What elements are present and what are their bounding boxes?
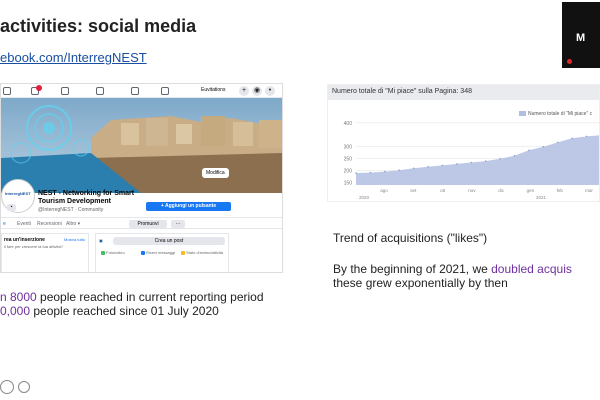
x-tick-label: set: [410, 188, 417, 193]
data-point: [370, 172, 372, 174]
messenger-icon[interactable]: ◉: [253, 87, 261, 94]
tab-events[interactable]: Eventi: [17, 221, 31, 227]
reach-text-2: people reached since 01 July 2020: [30, 304, 219, 318]
data-point: [456, 163, 458, 165]
data-point: [427, 166, 429, 168]
accessibility-icon[interactable]: [0, 380, 14, 394]
y-tick-label: 300: [343, 144, 352, 151]
get-messages-option[interactable]: [141, 250, 175, 255]
page-thumb-icon: ▣: [99, 238, 103, 243]
facebook-page-link[interactable]: ebook.com/InterregNEST: [0, 50, 147, 65]
marketplace-icon: [96, 87, 104, 95]
fb-user-name[interactable]: Euvitations: [201, 87, 226, 93]
x-tick-label: ott: [440, 188, 446, 193]
data-point: [528, 150, 530, 152]
legend-label: Numero totale di "Mi piace" c: [528, 111, 593, 117]
x-year-label: 2021: [535, 195, 547, 200]
x-tick-label: gen: [526, 188, 535, 193]
x-tick-label: nov: [468, 188, 476, 193]
reach-text-1: people reached in current reporting period: [36, 290, 264, 304]
likes-chart: [327, 84, 600, 202]
y-tick-label: 400: [343, 120, 352, 127]
x-tick-label: dic: [498, 188, 505, 193]
chart-header: [328, 85, 600, 100]
growth-line2: these grew exponentially by then: [333, 276, 508, 290]
data-point: [413, 167, 415, 169]
likes-chart-plot: [328, 100, 600, 202]
y-tick-label: 200: [343, 168, 352, 175]
mic-muted-icon: [567, 59, 572, 64]
fb-cover-photo: [1, 98, 283, 193]
edit-cover-button[interactable]: Modifica: [202, 168, 229, 178]
get-messages-label: Ricevi messaggi: [146, 250, 176, 255]
presenter-initial: M: [576, 32, 586, 44]
page-handle: @InterregNEST · Community: [38, 207, 104, 213]
x-tick-label: feb: [556, 188, 563, 193]
create-post-card: [95, 233, 229, 273]
feeling-activity-label: Stato d'animo/attività: [186, 250, 224, 255]
data-point: [384, 171, 386, 173]
reach-value-2: 0,000: [0, 304, 31, 318]
growth-prefix: By the beginning of 2021, we: [333, 262, 492, 276]
data-point: [398, 169, 400, 171]
data-point: [470, 162, 472, 164]
reach-summary: [0, 290, 264, 318]
user-icon[interactable]: [18, 381, 30, 393]
create-icon[interactable]: +: [239, 86, 249, 96]
add-button-button[interactable]: + Aggiungi un pulsante: [146, 202, 231, 211]
data-point: [499, 158, 501, 160]
avatar-logo-text: InterregNEST: [5, 191, 31, 196]
facebook-page-screenshot: [0, 83, 283, 273]
fb-top-bar: [1, 84, 283, 98]
tab-reviews[interactable]: Recensioni: [37, 221, 62, 227]
groups-icon: [131, 87, 139, 95]
home-icon: [3, 87, 11, 95]
trend-caption: Trend of acquisitions ("likes"): [333, 231, 488, 245]
data-point: [557, 142, 559, 144]
growth-highlight: doubled acquis: [491, 262, 572, 276]
y-tick-label: 150: [343, 180, 352, 187]
promote-button[interactable]: Promuovi: [129, 220, 167, 228]
reach-value-1: n 8000: [0, 290, 37, 304]
create-post-button[interactable]: Crea un post: [113, 237, 225, 245]
more-options-button[interactable]: ···: [171, 220, 185, 228]
cover-image: [1, 98, 283, 193]
photo-video-label: Foto/video: [106, 250, 125, 255]
chart-title: Numero totale di "Mi piace" sulla Pagina: 348: [332, 88, 472, 95]
page-name: NEST - Networking for Smart Tourism Development: [38, 190, 135, 205]
gaming-icon: [161, 87, 169, 95]
growth-summary: [333, 262, 572, 290]
tab-home[interactable]: e: [3, 221, 6, 227]
create-ad-card: [1, 233, 89, 273]
bell-icon[interactable]: •: [265, 86, 275, 96]
x-tick-label: mar: [585, 188, 593, 193]
likes-area-series: [356, 135, 600, 185]
slide-title: activities: social media: [0, 16, 197, 36]
create-ad-subtitle: li fare per crescere la tua attività?: [4, 244, 63, 249]
data-point: [485, 160, 487, 162]
watch-icon: [61, 87, 69, 95]
show-all-link[interactable]: Mostra tutto: [64, 237, 86, 242]
notification-badge: [36, 85, 42, 91]
camera-icon[interactable]: ▪: [7, 204, 16, 211]
fb-page-tabs: [1, 217, 283, 229]
feeling-activity-option[interactable]: [181, 250, 223, 255]
create-ad-title: rea un'inserzione: [4, 237, 45, 243]
data-point: [543, 146, 545, 148]
data-point: [514, 155, 516, 157]
y-tick-label: 250: [343, 156, 352, 163]
x-tick-label: ago: [380, 188, 388, 193]
data-point: [586, 136, 588, 138]
presenter-camera-tile: [562, 2, 600, 68]
data-point: [571, 138, 573, 140]
tab-more[interactable]: Altro ▾: [66, 221, 81, 227]
data-point: [355, 172, 357, 174]
data-point: [442, 165, 444, 167]
x-year-label: 2020: [358, 195, 370, 200]
photo-video-option[interactable]: [101, 250, 125, 255]
